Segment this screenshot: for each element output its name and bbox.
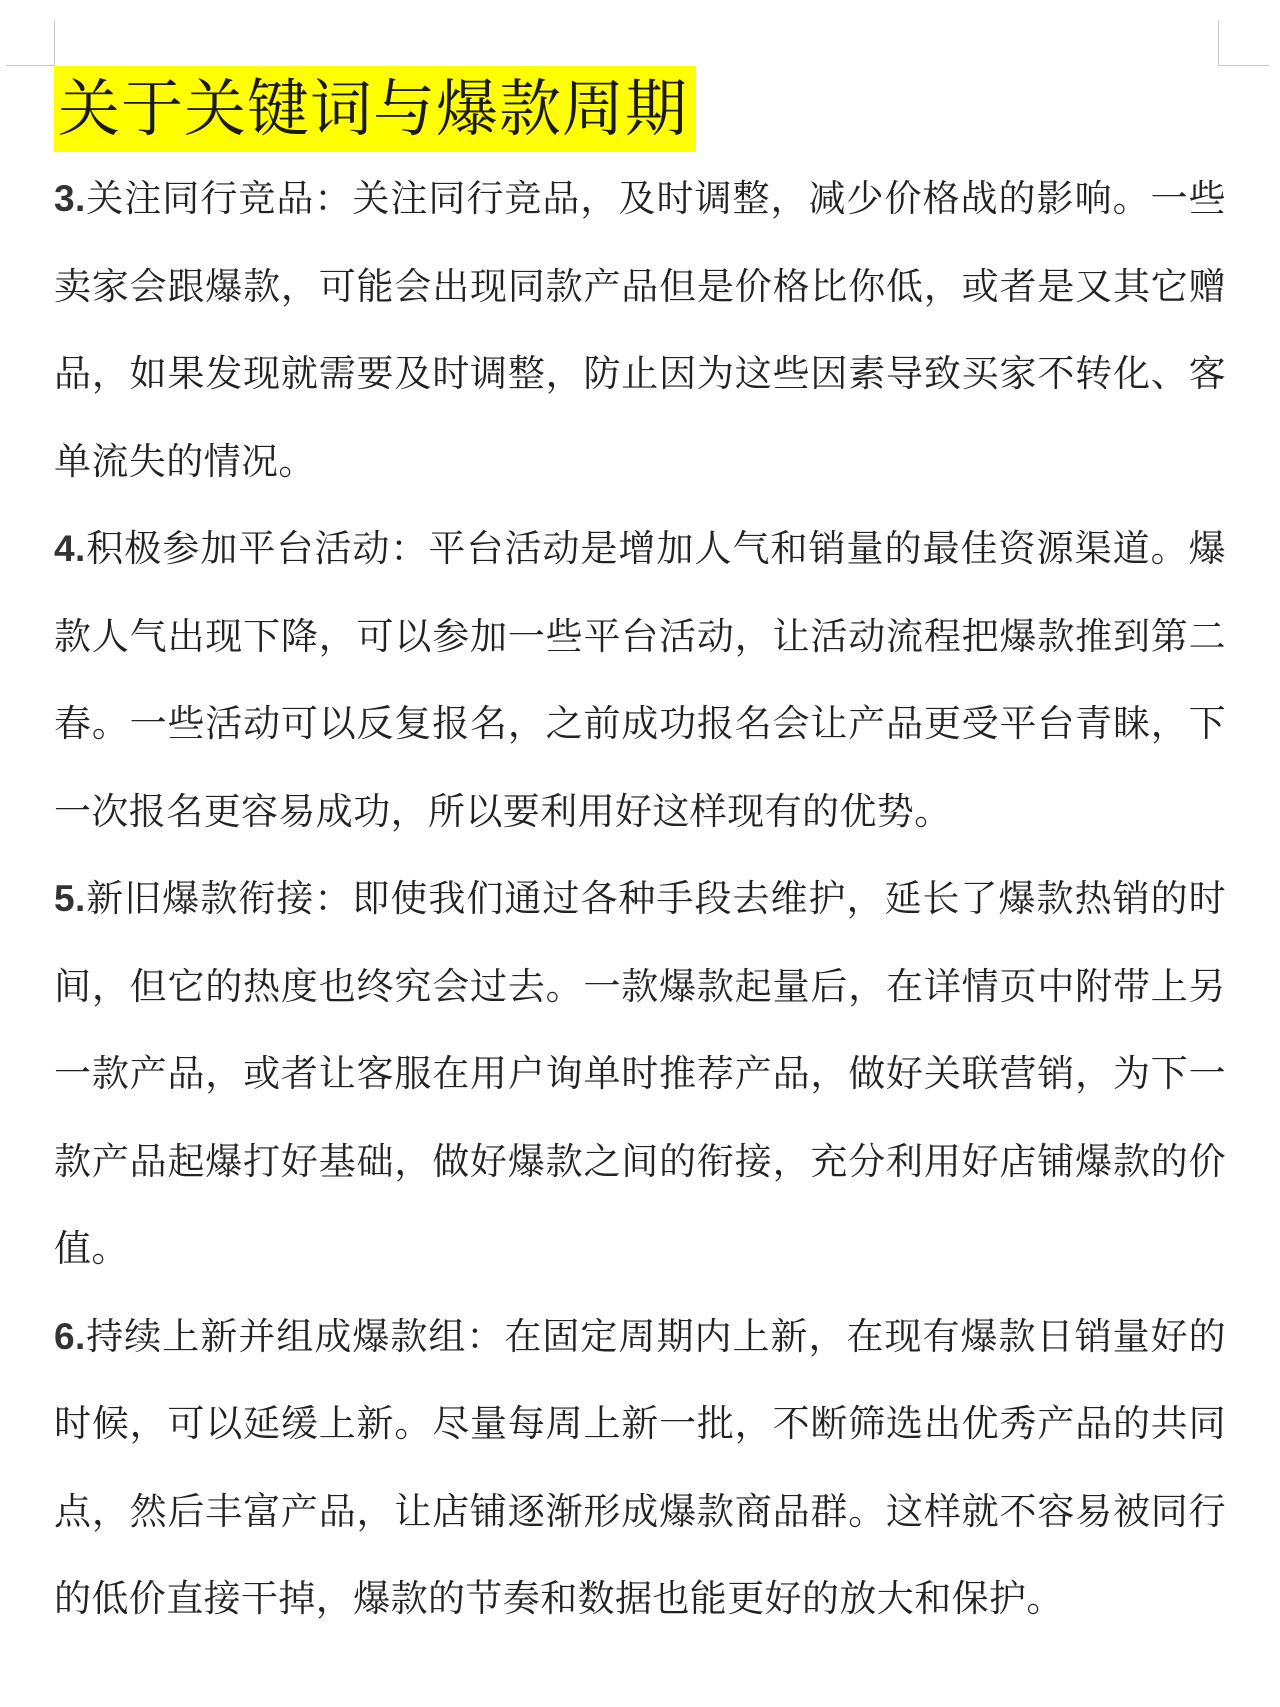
top-left-margin-mark: [6, 20, 55, 66]
paragraph-4: [54, 505, 1226, 855]
paragraph-text: 积极参加平台活动：平台活动是增加人气和销量的最佳资源渠道。爆款人气出现下降，可以参加一些平台活动，让活动流程把爆款推到第二春。一些活动可以反复报名，之前成功报名会让产品更受平台青睐，下一次报名更容易成功，所以要利用好这样现有的优势。: [54, 527, 1226, 833]
paragraph-text: 关注同行竞品：关注同行竞品，及时调整，减少价格战的影响。一些卖家会跟爆款，可能会出现同款产品但是价格比你低，或者是又其它赠品，如果发现就需要及时调整，防止因为这些因素导致买家不转化、客单流失的情况。: [54, 177, 1226, 483]
paragraph-3: [54, 155, 1226, 505]
paragraph-text: 新旧爆款衔接：即使我们通过各种手段去维护，延长了爆款热销的时间，但它的热度也终究会过去。一款爆款起量后，在详情页中附带上另一款产品，或者让客服在用户询单时推荐产品，做好关联营销，为下一款产品起爆打好基础，做好爆款之间的衔接，充分利用好店铺爆款的价值。: [54, 877, 1226, 1270]
paragraph-number: 5.: [54, 878, 86, 919]
paragraph-number: 4.: [54, 528, 86, 569]
paragraph-text: 持续上新并组成爆款组：在固定周期内上新，在现有爆款日销量好的时候，可以延缓上新。尽量每周上新一批，不断筛选出优秀产品的共同点，然后丰富产品，让店铺逐渐形成爆款商品群。这样就不容易被同行的低价直接干掉，爆款的节奏和数据也能更好的放大和保护。: [54, 1314, 1226, 1620]
top-right-margin-mark: [1218, 20, 1269, 66]
paragraph-5: [54, 855, 1226, 1293]
paragraph-number: 6.: [54, 1315, 86, 1357]
document-body: [54, 155, 1226, 1643]
paragraph-number: 3.: [54, 178, 86, 219]
document-title: 关于关键词与爆款周期: [54, 66, 696, 152]
paragraph-6: [54, 1293, 1226, 1643]
